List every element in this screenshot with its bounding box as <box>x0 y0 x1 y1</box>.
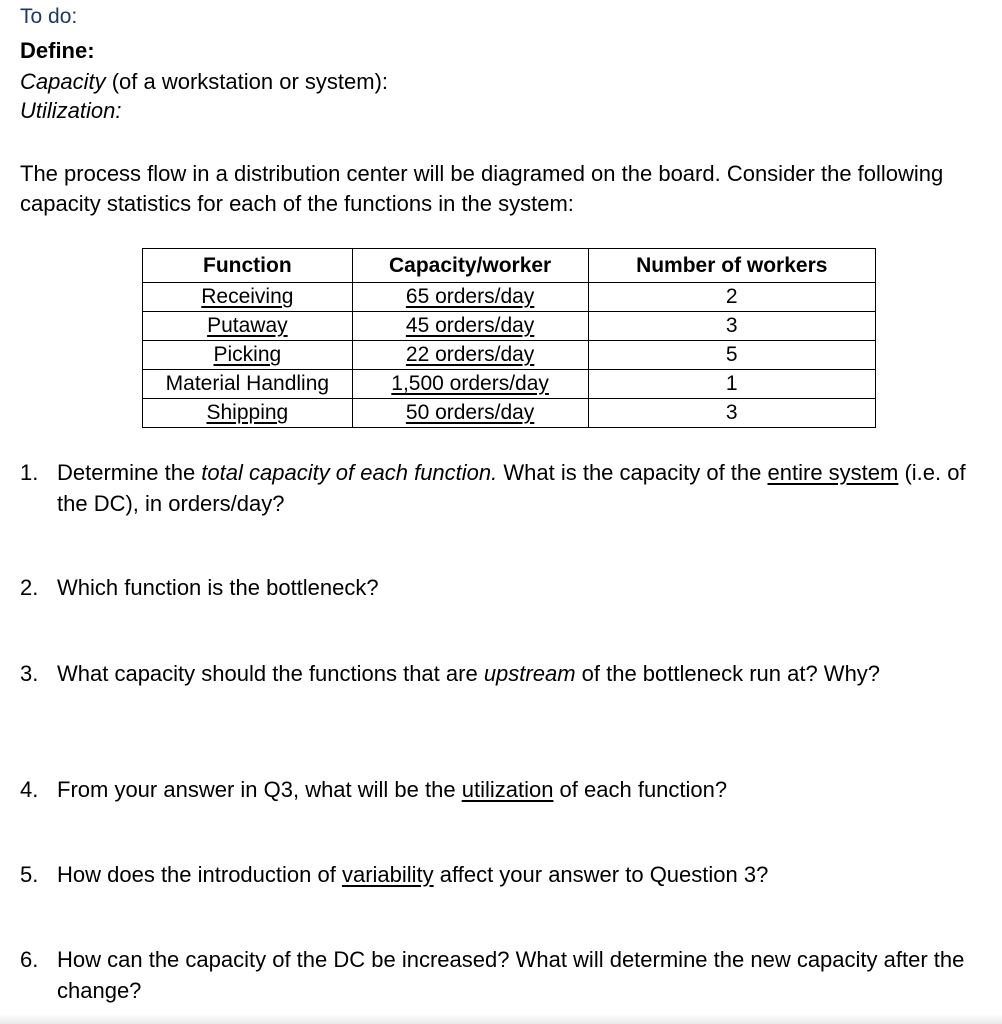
function-cell: Receiving <box>143 283 353 312</box>
table-row <box>143 283 876 312</box>
intro-paragraph: The process flow in a distribution center will be diagramed on the board. Consider the following capacity statistics for each of the functions in the system: <box>20 161 944 216</box>
function-cell: Picking <box>143 341 353 370</box>
utilization-definition-line <box>20 98 121 124</box>
todo-label: To do: <box>20 5 78 28</box>
question-4 <box>20 774 995 805</box>
capacity-cell: 22 orders/day <box>352 341 588 370</box>
question-1 <box>20 457 995 519</box>
capacity-cell: 50 orders/day <box>352 399 588 428</box>
question-3 <box>20 658 940 689</box>
table-row <box>143 341 876 370</box>
question-2 <box>20 572 995 603</box>
question-6 <box>20 944 995 1006</box>
table-row <box>143 370 876 399</box>
capacity-definition-line <box>20 69 388 95</box>
question-number: 1. <box>20 460 39 485</box>
workers-cell: 5 <box>588 341 875 370</box>
capacity-cell: 45 orders/day <box>352 312 588 341</box>
question-text: How does the introduction of variability affect your answer to Question 3? <box>57 862 769 887</box>
column-header-workers: Number of workers <box>588 249 875 283</box>
workers-cell: 3 <box>588 312 875 341</box>
question-text: From your answer in Q3, what will be the utilization of each function? <box>57 777 728 802</box>
question-number: 6. <box>20 947 39 972</box>
question-text: What capacity should the functions that are upstream of the bottleneck run at? Why? <box>57 661 881 686</box>
question-number: 5. <box>20 862 39 887</box>
question-number: 4. <box>20 777 39 802</box>
function-cell: Material Handling <box>143 370 353 399</box>
question-number: 3. <box>20 661 39 686</box>
question-text: Determine the total capacity of each function. What is the capacity of the entire system (i.e. of the DC), in orders/day? <box>57 460 966 516</box>
define-heading: Define: <box>20 38 95 63</box>
table-header-row <box>143 249 876 283</box>
function-cell: Putaway <box>143 312 353 341</box>
utilization-term: Utilization: <box>20 98 122 123</box>
question-text: Which function is the bottleneck? <box>57 575 379 600</box>
capacity-term-rest: (of a workstation or system): <box>105 69 389 94</box>
question-number: 2. <box>20 575 39 600</box>
question-text: How can the capacity of the DC be increased? What will determine the new capacity after the change? <box>57 947 965 1003</box>
workers-cell: 2 <box>588 283 875 312</box>
capacity-cell: 65 orders/day <box>352 283 588 312</box>
workers-cell: 3 <box>588 399 875 428</box>
capacity-cell: 1,500 orders/day <box>352 370 588 399</box>
column-header-function: Function <box>143 249 353 283</box>
capacity-statistics-table <box>142 248 876 428</box>
table-row <box>143 312 876 341</box>
page-bottom-edge <box>0 1014 1002 1024</box>
function-cell: Shipping <box>143 399 353 428</box>
table-row <box>143 399 876 428</box>
workers-cell: 1 <box>588 370 875 399</box>
capacity-term: Capacity <box>20 69 106 94</box>
column-header-capacity: Capacity/worker <box>352 249 588 283</box>
question-5 <box>20 859 995 890</box>
